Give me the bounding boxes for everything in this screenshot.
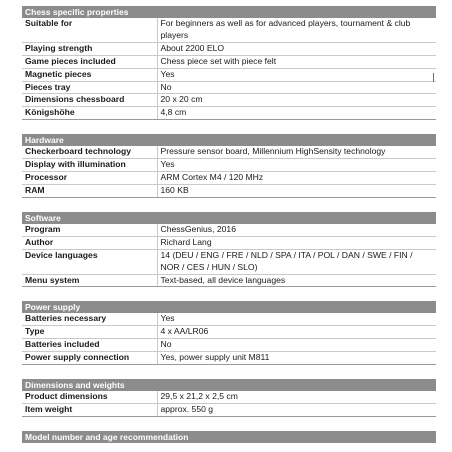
- section-chess-properties: [22, 6, 436, 120]
- row-label: Device languages: [22, 249, 157, 274]
- table-row: [22, 42, 436, 55]
- row-label: Processor: [22, 172, 157, 185]
- section-power-supply: [22, 301, 436, 365]
- row-label: Menu system: [22, 274, 157, 287]
- row-label: Batteries included: [22, 339, 157, 352]
- row-value: About 2200 ELO: [157, 42, 436, 55]
- spec-table: [22, 134, 436, 198]
- row-value: Text-based, all device languages: [157, 274, 436, 287]
- row-value: 14 (DEU / ENG / FRE / NLD / SPA / ITA / POL / DAN / SWE / FIN / NOR / CES / HUN / SLO): [157, 249, 436, 274]
- table-row: [22, 313, 436, 325]
- table-row: [22, 184, 436, 197]
- row-value: Yes, power supply unit M811: [157, 352, 436, 365]
- table-row: [22, 146, 436, 158]
- row-value: approx. 550 g: [157, 403, 436, 416]
- row-label: RAM: [22, 184, 157, 197]
- section-header: Chess specific properties: [22, 6, 436, 18]
- row-label: Playing strength: [22, 42, 157, 55]
- row-label: Suitable for: [22, 18, 157, 42]
- row-value: 4,8 cm: [157, 107, 436, 120]
- row-label: Königshöhe: [22, 107, 157, 120]
- spec-table: [22, 379, 436, 417]
- section-header: Power supply: [22, 301, 436, 313]
- spec-table: [22, 6, 436, 120]
- row-label: Author: [22, 236, 157, 249]
- section-header: Model number and age recommendation: [22, 431, 436, 443]
- row-value: 29,5 x 21,2 x 2,5 cm: [157, 391, 436, 403]
- section-model-number: [22, 431, 436, 443]
- row-value: ARM Cortex M4 / 120 MHz: [157, 172, 436, 185]
- table-row: [22, 81, 436, 94]
- section-hardware: [22, 134, 436, 198]
- spec-sheet: [22, 6, 436, 443]
- row-value: ChessGenius, 2016: [157, 224, 436, 236]
- table-row: [22, 352, 436, 365]
- row-label: Item weight: [22, 403, 157, 416]
- row-label: Type: [22, 326, 157, 339]
- section-software: [22, 212, 436, 288]
- row-label: Display with illumination: [22, 159, 157, 172]
- row-label: Magnetic pieces: [22, 68, 157, 81]
- section-header: Hardware: [22, 134, 436, 146]
- table-row: [22, 18, 436, 42]
- table-row: [22, 172, 436, 185]
- row-value: Richard Lang: [157, 236, 436, 249]
- table-row: [22, 224, 436, 236]
- row-value: Pressure sensor board, Millennium HighSensity technology: [157, 146, 436, 158]
- row-label: Program: [22, 224, 157, 236]
- row-value: Yes: [157, 313, 436, 325]
- row-value: 160 KB: [157, 184, 436, 197]
- table-row: [22, 55, 436, 68]
- row-value: No: [157, 339, 436, 352]
- table-row: [22, 249, 436, 274]
- table-row: [22, 94, 436, 107]
- table-row: [22, 391, 436, 403]
- section-header: Software: [22, 212, 436, 224]
- text-cursor: [433, 73, 434, 82]
- row-value: Yes: [157, 68, 436, 81]
- spec-table: [22, 212, 436, 288]
- row-value: Chess piece set with piece felt: [157, 55, 436, 68]
- table-row: [22, 403, 436, 416]
- row-value: 4 x AA/LR06: [157, 326, 436, 339]
- row-label: Dimensions chessboard: [22, 94, 157, 107]
- table-row: [22, 236, 436, 249]
- table-row: [22, 107, 436, 120]
- table-row: [22, 326, 436, 339]
- table-row: [22, 339, 436, 352]
- spec-table: [22, 301, 436, 365]
- row-label: Game pieces included: [22, 55, 157, 68]
- row-value: 20 x 20 cm: [157, 94, 436, 107]
- table-row: [22, 68, 436, 81]
- row-value: Yes: [157, 159, 436, 172]
- spec-table: [22, 431, 436, 443]
- row-label: Checkerboard technology: [22, 146, 157, 158]
- table-row: [22, 274, 436, 287]
- table-row: [22, 159, 436, 172]
- row-label: Pieces tray: [22, 81, 157, 94]
- row-label: Product dimensions: [22, 391, 157, 403]
- row-value: No: [157, 81, 436, 94]
- section-dimensions-weights: [22, 379, 436, 417]
- row-value: For beginners as well as for advanced players, tournament & club players: [157, 18, 436, 42]
- row-label: Batteries necessary: [22, 313, 157, 325]
- section-header: Dimensions and weights: [22, 379, 436, 391]
- row-label: Power supply connection: [22, 352, 157, 365]
